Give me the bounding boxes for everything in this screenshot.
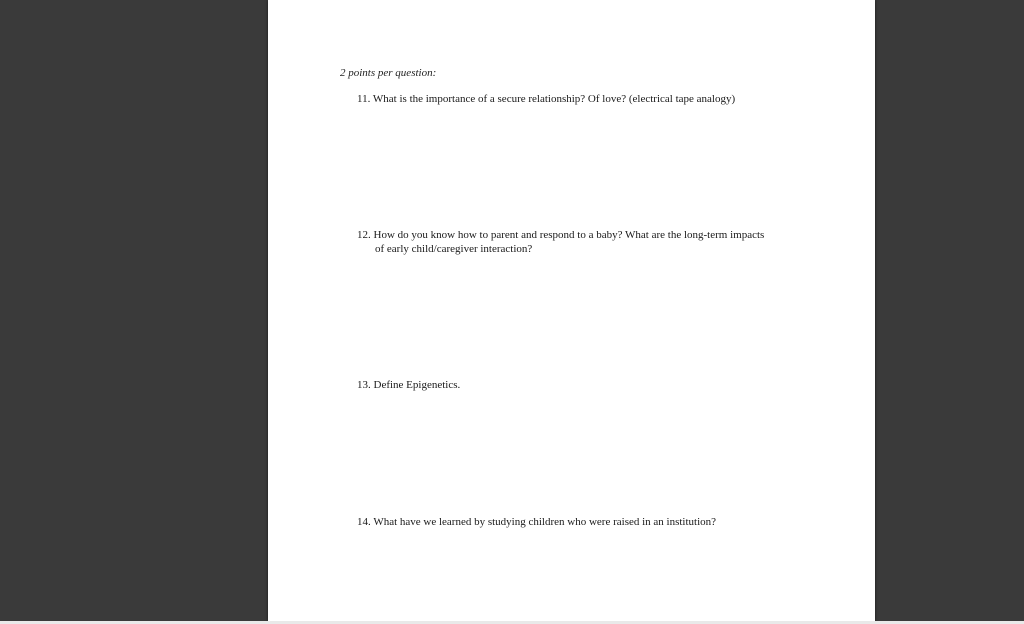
question-number: 13.: [357, 379, 371, 391]
question-text: Define Epigenetics.: [373, 379, 461, 391]
question-11: [357, 92, 735, 106]
question-text: What is the importance of a secure relationship? Of love? (electrical tape analogy): [372, 93, 736, 105]
question-number: 11.: [357, 93, 371, 105]
question-number: 12.: [357, 229, 371, 241]
question-13: [357, 378, 460, 392]
question-number: 14.: [357, 516, 371, 528]
question-text-continued: of early child/caregiver interaction?: [375, 243, 533, 255]
document-page: [268, 0, 875, 621]
points-note: 2 points per question:: [340, 67, 437, 79]
question-14: [357, 515, 716, 529]
question-text: What have we learned by studying children who were raised in an institution?: [373, 516, 717, 528]
question-12: [357, 228, 764, 256]
question-text: How do you know how to parent and respond to a baby? What are the long-term impacts: [373, 229, 765, 241]
